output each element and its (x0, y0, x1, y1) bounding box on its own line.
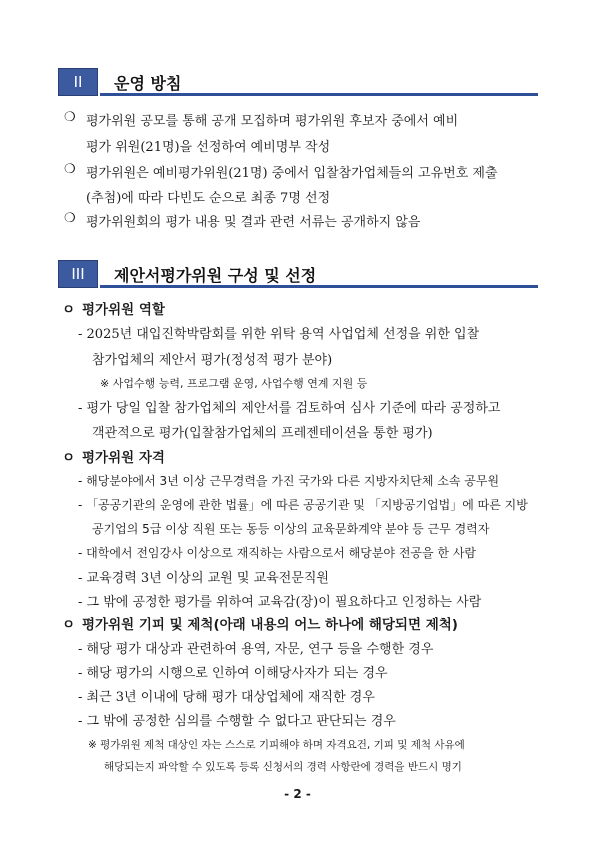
section-3-underline (100, 285, 538, 288)
heading-bullet-icon: ㅇ (62, 450, 76, 466)
heading-bullet-icon: ㅇ (62, 302, 76, 318)
policy-item-3-line-1: 평가위원회의 평가 내용 및 결과 관련 서류는 공개하지 않음 (86, 215, 421, 230)
qualification-line-4: - 대학에서 전임강사 이상으로 재직하는 사람으로서 해당분야 전공을 한 사람 (78, 546, 477, 560)
policy-item-2-line-2: (추첨)에 따라 다빈도 순으로 최종 7명 선정 (86, 191, 331, 206)
policy-item-2-line-1: 평가위원은 예비평가위원(21명) 중에서 입찰참가업체들의 고유번호 제출 (86, 166, 498, 181)
qualification-line-5: - 교육경력 3년 이상의 교원 및 교육전문직원 (78, 571, 329, 586)
role-line-3: - 평가 당일 입찰 참가업체의 제안서를 검토하여 심사 기준에 따라 공정하고 (78, 401, 501, 416)
exclusion-note-2: 해당되는지 파악할 수 있도록 등록 신청서의 경력 사항란에 경력을 반드시 명기 (104, 761, 462, 773)
qualification-line-2: - 「공공기관의 운영에 관한 법률」에 따른 공공기관 및 「지방공기업법」에 따른 지방 (78, 498, 528, 512)
policy-item-1-line-2: 평가 위원(21명)을 선정하여 예비명부 작성 (86, 140, 331, 155)
qualification-line-3: 공기업의 5급 이상 직원 또는 동등 이상의 교육문화계약 분야 등 근무 경력자 (92, 522, 490, 536)
exclusion-line-4: - 그 밖에 공정한 심의를 수행할 수 없다고 판단되는 경우 (78, 714, 396, 729)
section-3-number: III (58, 260, 98, 288)
bullet-icon: ❍ (64, 211, 76, 226)
bullet-icon: ❍ (64, 162, 76, 177)
section-2-header (58, 68, 538, 96)
bullet-icon: ❍ (64, 110, 76, 125)
qualification-line-6: - 그 밖에 공정한 평가를 위하여 교육감(장)이 필요하다고 인정하는 사람 (78, 595, 482, 610)
section-2-number: II (58, 68, 98, 96)
exclusion-line-2: - 해당 평가의 시행으로 인하여 이해당사자가 되는 경우 (78, 666, 388, 681)
exclusion-heading: 평가위원 기피 및 제척(아래 내용의 어느 하나에 해당되면 제척) (82, 617, 458, 633)
section-2-underline (100, 93, 538, 96)
heading-bullet-icon: ㅇ (62, 617, 76, 633)
exclusion-line-3: - 최근 3년 이내에 당해 평가 대상업체에 재직한 경우 (78, 690, 375, 705)
exclusion-note-1: ※ 평가위원 제척 대상인 자는 스스로 기피해야 하며 자격요건, 기피 및 제척 사유에 (88, 739, 465, 751)
qualification-heading: 평가위원 자격 (82, 450, 165, 466)
section-3-header (58, 260, 538, 288)
role-line-4: 객관적으로 평가(입찰참가업체의 프레젠테이션을 통한 평가) (92, 426, 433, 441)
role-line-2: 참가업체의 제안서 평가(정성적 평가 분야) (92, 353, 333, 368)
page-number: - 2 - (284, 787, 311, 801)
exclusion-line-1: - 해당 평가 대상과 관련하여 용역, 자문, 연구 등을 수행한 경우 (78, 642, 434, 657)
role-heading: 평가위원 역할 (82, 302, 165, 318)
qualification-line-1: - 해당분야에서 3년 이상 근무경력을 가진 국가와 다른 지방자치단체 소속 공무원 (78, 474, 500, 488)
role-line-1: - 2025년 대입진학박람회를 위한 위탁 용역 사업업체 선정을 위한 입찰 (78, 327, 480, 342)
policy-item-1-line-1: 평가위원 공모를 통해 공개 모집하며 평가위원 후보자 중에서 예비 (86, 114, 459, 129)
section-2-title: 운영 방침 (114, 74, 182, 93)
role-note: ※ 사업수행 능력, 프로그램 운영, 사업수행 연계 지원 등 (100, 377, 368, 390)
section-3-title: 제안서평가위원 구성 및 선정 (114, 266, 317, 285)
